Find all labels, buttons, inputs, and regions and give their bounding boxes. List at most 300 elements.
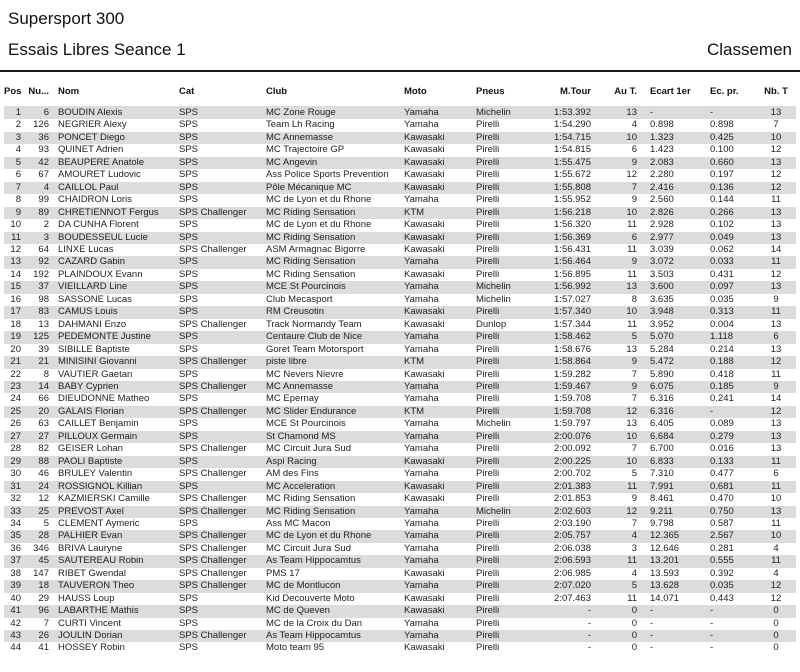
table-row (4, 406, 796, 418)
cell: 11 (771, 306, 781, 318)
cell: 12 (10, 243, 21, 255)
cell: SPS (179, 642, 199, 654)
cell: 0.555 (710, 555, 734, 567)
cell: MCE St Pourcinois (266, 418, 346, 430)
cell: Yamaha (404, 418, 439, 430)
cell: 1:56.992 (554, 281, 591, 293)
cell: SPS (179, 306, 199, 318)
cell: 96 (38, 605, 49, 617)
cell: 22 (10, 368, 21, 380)
table-row (4, 219, 796, 231)
cell: 12 (770, 169, 782, 181)
cell: 88 (38, 455, 49, 467)
cell: 0.100 (710, 144, 734, 156)
cell: 11 (771, 194, 781, 206)
cell: 24 (38, 480, 49, 492)
cell: Kawasaki (404, 480, 445, 492)
cell: 12 (770, 592, 782, 604)
cell: Pirelli (476, 443, 500, 455)
cell: 3.948 (650, 306, 674, 318)
cell: 2.977 (650, 231, 674, 243)
cell: 7 (631, 517, 637, 529)
cell: 7 (631, 443, 637, 455)
cell: 83 (38, 306, 49, 318)
cell: 0.144 (710, 194, 734, 206)
table-row (4, 493, 796, 505)
column-header: Cat (173, 72, 260, 103)
cell: SPS Challenger (179, 630, 247, 642)
cell: 42 (38, 156, 49, 168)
cell: SPS (179, 219, 199, 231)
cell: Pirelli (476, 567, 500, 579)
table-row (4, 605, 796, 617)
cell: 7.991 (650, 480, 674, 492)
cell: PAOLI Baptiste (58, 455, 123, 467)
cell: 10 (770, 493, 782, 505)
cell: HAUSS Loup (58, 592, 115, 604)
cell: 1:56.320 (554, 219, 591, 231)
table-row (4, 119, 796, 131)
cell: CHAIDRON Loris (58, 194, 132, 206)
cell: 0.750 (710, 505, 734, 517)
cell: Yamaha (404, 617, 439, 629)
cell: 7 (773, 119, 779, 131)
cell: SPS (179, 156, 199, 168)
cell: 6.700 (650, 443, 674, 455)
cell: 125 (33, 331, 49, 343)
cell: 7 (43, 617, 49, 629)
cell: 11 (771, 480, 781, 492)
cell: 9 (773, 293, 779, 305)
cell: 1:59.467 (554, 380, 591, 392)
cell: Pirelli (476, 493, 500, 505)
cell: CAZARD Gabin (58, 256, 126, 268)
cell: MC de Lyon et du Rhone (266, 219, 372, 231)
cell: PEDEMONTE Justine (58, 331, 151, 343)
cell: Pirelli (476, 119, 500, 131)
cell: Kawasaki (404, 268, 445, 280)
cell: 6.405 (650, 418, 674, 430)
cell: 0.214 (710, 343, 734, 355)
cell: 11 (771, 368, 781, 380)
table-row (4, 593, 796, 605)
cell: Club Mecasport (266, 293, 333, 305)
cell: Pirelli (476, 580, 500, 592)
cell: 0.035 (710, 293, 734, 305)
column-header: Ec. pr. (704, 72, 756, 103)
cell: 0 (773, 617, 779, 629)
cell: - (587, 617, 591, 629)
cell: DIEUDONNE Matheo (58, 393, 150, 405)
cell: 126 (33, 119, 49, 131)
cell: 7 (631, 368, 637, 380)
cell: KTM (404, 206, 425, 218)
cell: 20 (10, 343, 21, 355)
table-row (4, 182, 796, 194)
cell: 3.635 (650, 293, 674, 305)
cell: 10 (626, 206, 637, 218)
cell: ROSSIGNOL Killian (58, 480, 143, 492)
cell: 0.188 (710, 356, 734, 368)
cell: Pirelli (476, 630, 500, 642)
table-row (4, 530, 796, 542)
cell: 1:58.864 (554, 356, 591, 368)
table-row (4, 281, 796, 293)
session-row (8, 40, 792, 60)
cell: 2.560 (650, 194, 674, 206)
cell: SPS Challenger (179, 542, 247, 554)
cell: 0.185 (710, 380, 734, 392)
cell: 10 (626, 455, 637, 467)
cell: Pirelli (476, 455, 500, 467)
cell: 6 (773, 331, 779, 343)
cell: SPS (179, 181, 199, 193)
cell: Pirelli (476, 131, 500, 143)
cell: SPS Challenger (179, 567, 247, 579)
cell: PONCET Diego (58, 131, 125, 143)
cell: 28 (38, 530, 49, 542)
cell: BRIVA Lauryne (58, 542, 123, 554)
cell: NEGRIER Alexy (58, 119, 127, 131)
cell: piste libre (266, 356, 307, 368)
cell: 12 (770, 268, 782, 280)
cell: - (587, 605, 591, 617)
cell: AM des Fins (266, 468, 319, 480)
cell: MC Nevers Nievre (266, 368, 344, 380)
table-row (4, 568, 796, 580)
cell: 1:56.431 (554, 243, 591, 255)
cell: BABY Cyprien (58, 380, 119, 392)
cell: MC de Lyon et du Rhone (266, 530, 372, 542)
cell: LINXE Lucas (58, 243, 114, 255)
cell: 12.646 (650, 542, 680, 554)
cell: SASSONE Lucas (58, 293, 132, 305)
cell: SPS (179, 331, 199, 343)
cell: MC Riding Sensation (266, 493, 356, 505)
cell: KTM (404, 405, 425, 417)
cell: Pirelli (476, 268, 500, 280)
table-row (4, 369, 796, 381)
classification-title: Classemen (706, 40, 792, 59)
cell: Kawasaki (404, 181, 445, 193)
cell: 37 (10, 555, 21, 567)
cell: 11 (771, 256, 781, 268)
table-row (4, 481, 796, 493)
cell: 39 (38, 343, 49, 355)
cell: SPS Challenger (179, 318, 247, 330)
cell: Pirelli (476, 256, 500, 268)
cell: 0.035 (710, 580, 734, 592)
cell: 9.798 (650, 517, 674, 529)
cell: SPS Challenger (179, 493, 247, 505)
table-row (4, 306, 796, 318)
cell: - (587, 642, 591, 654)
cell: 64 (38, 243, 49, 255)
cell: Kawasaki (404, 642, 445, 654)
cell: 5 (631, 331, 637, 343)
cell: 19 (10, 331, 21, 343)
cell: Pirelli (476, 517, 500, 529)
cell: 1.118 (710, 331, 734, 343)
cell: 0 (631, 617, 637, 629)
cell: 3 (631, 542, 637, 554)
cell: 9 (631, 194, 637, 206)
cell: 10 (770, 530, 782, 542)
cell: SPS (179, 231, 199, 243)
cell: 0.089 (710, 418, 734, 430)
cell: 15 (10, 281, 21, 293)
cell: 6 (43, 107, 49, 118)
cell: 13.628 (650, 580, 680, 592)
cell: 0.477 (710, 468, 734, 480)
cell: St Chamond MS (266, 430, 336, 442)
cell: 89 (38, 206, 49, 218)
cell: 35 (10, 530, 21, 542)
column-header: Pos (4, 72, 24, 103)
table-row (4, 356, 796, 368)
cell: MC de Queven (266, 605, 330, 617)
cell: 0 (631, 630, 637, 642)
cell: 13.593 (650, 567, 680, 579)
cell: PLAINDOUX Evann (58, 268, 143, 280)
cell: 3.952 (650, 318, 674, 330)
table-row (4, 294, 796, 306)
cell: DAHMANI Enzo (58, 318, 127, 330)
results-table (4, 72, 796, 655)
cell: Team Lh Racing (266, 119, 335, 131)
cell: Yamaha (404, 107, 439, 118)
cell: Yamaha (404, 343, 439, 355)
table-row (4, 642, 796, 654)
cell: AMOURET Ludovic (58, 169, 141, 181)
cell: 25 (10, 405, 21, 417)
cell: 14 (770, 393, 782, 405)
cell: 1:54.815 (554, 144, 591, 156)
cell: Kawasaki (404, 567, 445, 579)
cell: SPS (179, 592, 199, 604)
cell: SPS Challenger (179, 505, 247, 517)
cell: 12.365 (650, 530, 680, 542)
cell: Pirelli (476, 194, 500, 206)
cell: BRULEY Valentin (58, 468, 133, 480)
cell: MC de Montlucon (266, 580, 341, 592)
cell: - (710, 405, 714, 417)
table-row (4, 103, 796, 119)
cell: Kawasaki (404, 231, 445, 243)
cell: 3 (15, 131, 21, 143)
cell: 34 (10, 517, 21, 529)
column-header: Club (260, 72, 398, 103)
cell: 27 (10, 430, 21, 442)
cell: 0.470 (710, 493, 734, 505)
cell: 5 (631, 468, 637, 480)
cell: 9 (773, 380, 779, 392)
cell: 11 (627, 555, 637, 567)
cell: SPS (179, 430, 199, 442)
cell: 2 (43, 219, 49, 231)
cell: Yamaha (404, 194, 439, 206)
table-row (4, 456, 796, 468)
cell: Pirelli (476, 405, 500, 417)
table-row (4, 269, 796, 281)
cell: 0.587 (710, 517, 734, 529)
column-header: Pneus (470, 72, 548, 103)
cell: Pirelli (476, 542, 500, 554)
column-header: Au T. (594, 72, 640, 103)
cell: SPS (179, 268, 199, 280)
cell: 21 (10, 356, 21, 368)
cell: SPS (179, 194, 199, 206)
cell: 9.211 (650, 505, 674, 517)
cell: JOULIN Dorian (58, 630, 123, 642)
cell: 1:58.676 (554, 343, 591, 355)
cell: 0.431 (710, 268, 734, 280)
cell: 13 (626, 107, 637, 118)
cell: 6 (773, 468, 779, 480)
cell: 8 (15, 194, 21, 206)
cell: Pirelli (476, 331, 500, 343)
cell: 3.039 (650, 243, 674, 255)
cell: 346 (33, 542, 49, 554)
cell: MC Riding Sensation (266, 268, 356, 280)
cell: Yamaha (404, 555, 439, 567)
cell: 2.083 (650, 156, 674, 168)
cell: SPS (179, 119, 199, 131)
cell: 2:07.463 (554, 592, 591, 604)
cell: Pirelli (476, 231, 500, 243)
cell: 0.418 (710, 368, 734, 380)
cell: 0.016 (710, 443, 734, 455)
cell: 2:07.020 (554, 580, 591, 592)
cell: 13 (770, 505, 782, 517)
cell: 14 (10, 268, 21, 280)
cell: MC Zone Rouge (266, 107, 336, 118)
cell: SPS (179, 144, 199, 156)
cell: 12 (626, 505, 637, 517)
cell: 10 (626, 306, 637, 318)
cell: 192 (33, 268, 49, 280)
cell: MC Riding Sensation (266, 256, 356, 268)
cell: SPS Challenger (179, 555, 247, 567)
cell: 2:03.190 (554, 517, 591, 529)
cell: 0.266 (710, 206, 734, 218)
table-row (4, 555, 796, 567)
cell: 6.833 (650, 455, 674, 467)
cell: 12 (770, 144, 782, 156)
cell: 3.503 (650, 268, 674, 280)
cell: 13 (770, 206, 782, 218)
table-row (4, 157, 796, 169)
cell: MC de la Croix du Dan (266, 617, 363, 629)
cell: CAMUS Louis (58, 306, 118, 318)
cell: 6.316 (650, 393, 674, 405)
cell: SAUTEREAU Robin (58, 555, 144, 567)
cell: 0.004 (710, 318, 734, 330)
cell: 41 (10, 605, 21, 617)
table-row (4, 630, 796, 642)
sheet-header (0, 0, 800, 60)
cell: SPS Challenger (179, 356, 247, 368)
cell: Pirelli (476, 181, 500, 193)
cell: SPS (179, 517, 199, 529)
cell: Yamaha (404, 530, 439, 542)
cell: 9 (631, 256, 637, 268)
cell: Pirelli (476, 530, 500, 542)
cell: Dunlop (476, 318, 507, 330)
cell: Ass Police Sports Prevention (266, 169, 389, 181)
cell: Michelin (476, 107, 511, 118)
cell: CAILLET Benjamin (58, 418, 139, 430)
cell: 21 (38, 356, 49, 368)
cell: 29 (10, 455, 21, 467)
cell: 98 (38, 293, 49, 305)
cell: 2.280 (650, 169, 674, 181)
cell: Pirelli (476, 555, 500, 567)
cell: 18 (10, 318, 21, 330)
cell: 11 (627, 318, 637, 330)
cell: 1:59.282 (554, 368, 591, 380)
cell: SPS (179, 480, 199, 492)
cell: 8 (631, 293, 637, 305)
cell: 6.075 (650, 380, 674, 392)
cell: - (710, 630, 714, 642)
cell: Pirelli (476, 368, 500, 380)
table-row (4, 393, 796, 405)
cell: 9 (631, 156, 637, 168)
cell: 0.049 (710, 231, 734, 243)
cell: Yamaha (404, 630, 439, 642)
cell: 4 (15, 144, 21, 156)
cell: 0.197 (710, 169, 734, 181)
cell: 1:56.218 (554, 206, 591, 218)
cell: PREVOST Axel (58, 505, 124, 517)
cell: 5.890 (650, 368, 674, 380)
cell: - (650, 617, 654, 629)
cell: Aspi Racing (266, 455, 317, 467)
cell: SPS Challenger (179, 206, 247, 218)
cell: 24 (10, 393, 21, 405)
cell: 1.423 (650, 144, 674, 156)
cell: 4 (631, 530, 637, 542)
cell: Yamaha (404, 281, 439, 293)
cell: 1:55.952 (554, 194, 591, 206)
cell: 12 (770, 580, 782, 592)
table-row (4, 543, 796, 555)
cell: 12 (38, 493, 49, 505)
cell: MC Riding Sensation (266, 206, 356, 218)
cell: 30 (10, 468, 21, 480)
cell: Yamaha (404, 119, 439, 131)
cell: 12 (770, 405, 782, 417)
cell: 0.102 (710, 219, 734, 231)
cell: 66 (38, 393, 49, 405)
cell: KAZMIERSKI Camille (58, 493, 150, 505)
cell: 44 (10, 642, 21, 654)
cell: 2.826 (650, 206, 674, 218)
cell: MCE St Pourcinois (266, 281, 346, 293)
cell: SPS (179, 455, 199, 467)
cell: 11 (771, 517, 781, 529)
cell: 1:59.708 (554, 393, 591, 405)
cell: 13 (770, 343, 782, 355)
cell: PALHIER Evan (58, 530, 123, 542)
cell: 1:57.340 (554, 306, 591, 318)
cell: Yamaha (404, 443, 439, 455)
cell: As Team Hippocamtus (266, 555, 361, 567)
cell: MC Riding Sensation (266, 505, 356, 517)
table-row (4, 506, 796, 518)
cell: MC Riding Sensation (266, 231, 356, 243)
